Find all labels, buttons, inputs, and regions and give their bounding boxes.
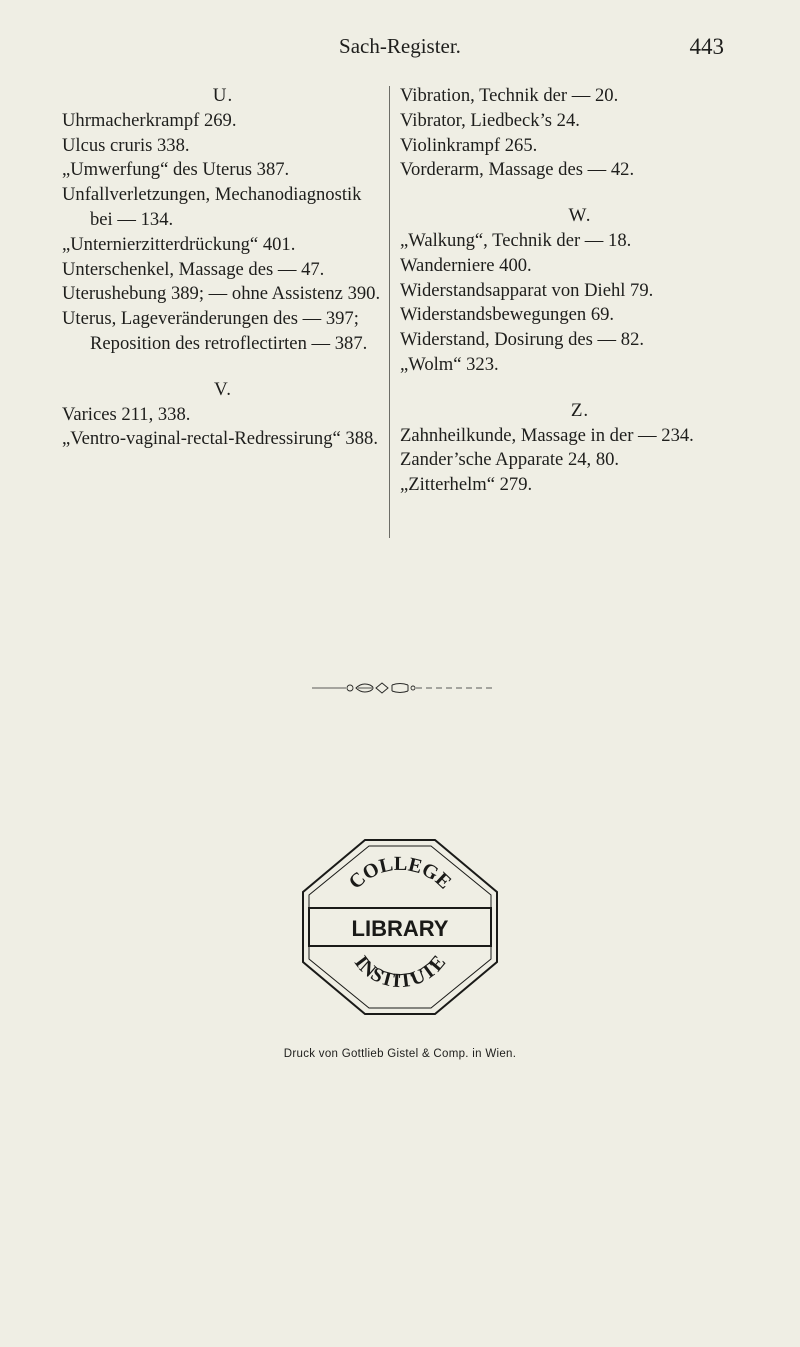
right-column [400,84,795,498]
index-entry: Widerstandsbewegungen 69. [400,304,615,326]
section-letter-w: W. [568,205,592,227]
index-entry: Uhrmacherkrampf 269. [62,109,237,131]
page-number: 443 [689,34,724,59]
stamp-center-text: LIBRARY [351,916,449,941]
svg-text:INSTITUTE [350,951,450,992]
index-entry: Unterschenkel, Massage des — 47. [62,258,325,280]
index-entry: Widerstandsapparat von Diehl 79. [400,279,654,301]
index-entry: Uterushebung 389; — ohne Assistenz 390. [62,283,381,305]
left-column [62,84,384,452]
index-entry: „Walkung“, Technik der — 18. [400,229,632,251]
index-entry: „Unternierzitterdrückung“ 401. [62,233,296,255]
index-entry: „Zitterhelm“ 279. [400,474,533,496]
column-divider [389,86,390,538]
index-entry: „Ventro-vaginal-rectal-Redressirung“ 388. [62,428,378,450]
index-entry: Ulcus cruris 338. [62,134,190,156]
index-entry: Violinkrampf 265. [400,134,538,156]
index-entry: Wanderniere 400. [400,254,532,276]
index-entry: Zander’sche Apparate 24, 80. [400,449,620,471]
svg-text:COLLEGE [345,853,456,894]
index-entry: Vibrator, Liedbeck’s 24. [400,109,580,131]
section-letter-u: U. [212,85,234,106]
index-entry: Uterus, Lageveränderungen des — 397; Reposition des retroflectirten — 387. [62,308,368,354]
library-stamp-logo [295,832,505,1022]
index-entry: Varices 211, 338. [62,403,191,425]
index-entry: Widerstand, Dosirung des — 82. [400,329,645,351]
section-letter-z: Z. [570,399,590,421]
index-entry: Vorderarm, Massage des — 42. [400,159,635,181]
index-entry: „Wolm“ 323. [400,353,499,375]
section-letter-v: V. [213,378,233,400]
running-title: Sach-Register. [339,34,461,58]
ornament-divider [312,681,492,695]
index-entry: Vibration, Technik der — 20. [400,85,619,106]
stamp-top-text: COLLEGE [344,852,456,894]
index-entry: Zahnheilkunde, Massage in der — 234. [400,424,694,446]
printer-imprint: Druck von Gottlieb Gistel & Comp. in Wien. [283,1048,517,1060]
index-entry: „Umwerfung“ des Uterus 387. [62,159,290,181]
index-entry: Unfallverletzungen, Mechanodiagnostik bei — 134. [62,184,362,230]
page-header [0,34,800,64]
stamp-bottom-text: INSTITUTE [349,951,451,993]
